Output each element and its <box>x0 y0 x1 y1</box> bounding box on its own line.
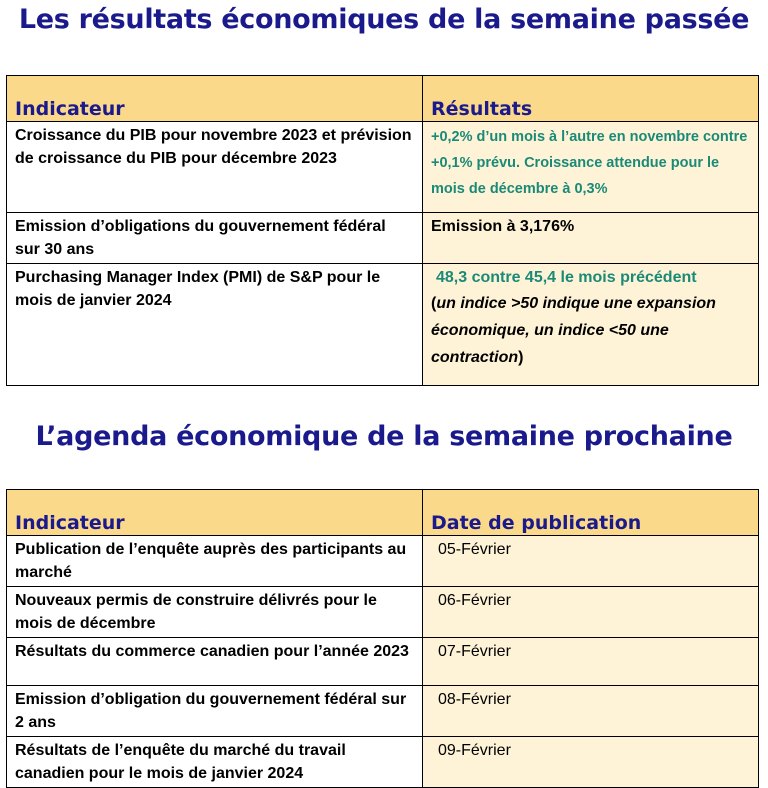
date-cell <box>423 536 759 587</box>
table-row <box>7 536 759 587</box>
result-text: Emission à 3,176% <box>431 218 575 235</box>
results-table <box>6 75 759 386</box>
header-indicator: Indicateur <box>7 76 423 122</box>
result-text: 48,3 contre 45,4 le mois précédent <box>436 269 697 286</box>
date-text: 09-Février <box>438 742 511 759</box>
table-row <box>7 264 759 386</box>
indicator-cell: Emission d’obligation du gouvernement fédéral sur 2 ans <box>7 686 423 737</box>
results-header-row <box>7 76 759 122</box>
indicator-cell: Croissance du PIB pour novembre 2023 et prévision de croissance du PIB pour décembre 2023 <box>7 122 423 213</box>
date-text: 07-Février <box>438 643 511 660</box>
table-row <box>7 638 759 686</box>
header-publication-date: Date de publication <box>423 490 759 536</box>
table-row <box>7 737 759 788</box>
date-cell <box>423 587 759 638</box>
indicator-cell: Nouveaux permis de construire délivrés pour le mois de décembre <box>7 587 423 638</box>
agenda-table <box>6 489 759 788</box>
table-row <box>7 213 759 264</box>
indicator-cell: Publication de l’enquête auprès des participants au marché <box>7 536 423 587</box>
date-cell <box>423 686 759 737</box>
indicator-cell: Purchasing Manager Index (PMI) de S&P pour le mois de janvier 2024 <box>7 264 423 386</box>
agenda-header-row <box>7 490 759 536</box>
result-cell <box>423 213 759 264</box>
table-row <box>7 587 759 638</box>
header-results: Résultats <box>423 76 759 122</box>
date-cell <box>423 737 759 788</box>
date-text: 06-Février <box>438 592 511 609</box>
results-title: Les résultats économiques de la semaine passée <box>18 4 750 35</box>
table-row <box>7 686 759 737</box>
agenda-title: L’agenda économique de la semaine prochaine <box>35 421 733 452</box>
table-row <box>7 122 759 213</box>
date-cell <box>423 638 759 686</box>
result-text: +0,2% d’un mois à l’autre en novembre contre +0,1% prévu. Croissance attendue pour le mois de décembre à 0,3% <box>431 129 748 197</box>
result-cell <box>423 122 759 213</box>
date-text: 08-Février <box>438 691 511 708</box>
indicator-cell: Résultats de l’enquête du marché du travail canadien pour le mois de janvier 2024 <box>7 737 423 788</box>
indicator-cell: Emission d’obligations du gouvernement fédéral sur 30 ans <box>7 213 423 264</box>
date-text: 05-Février <box>438 541 511 558</box>
result-cell <box>423 264 759 386</box>
result-note: (un indice >50 indique une expansion économique, un indice <50 une contraction) <box>431 295 716 366</box>
indicator-cell: Résultats du commerce canadien pour l’année 2023 <box>7 638 423 686</box>
header-indicator: Indicateur <box>7 490 423 536</box>
